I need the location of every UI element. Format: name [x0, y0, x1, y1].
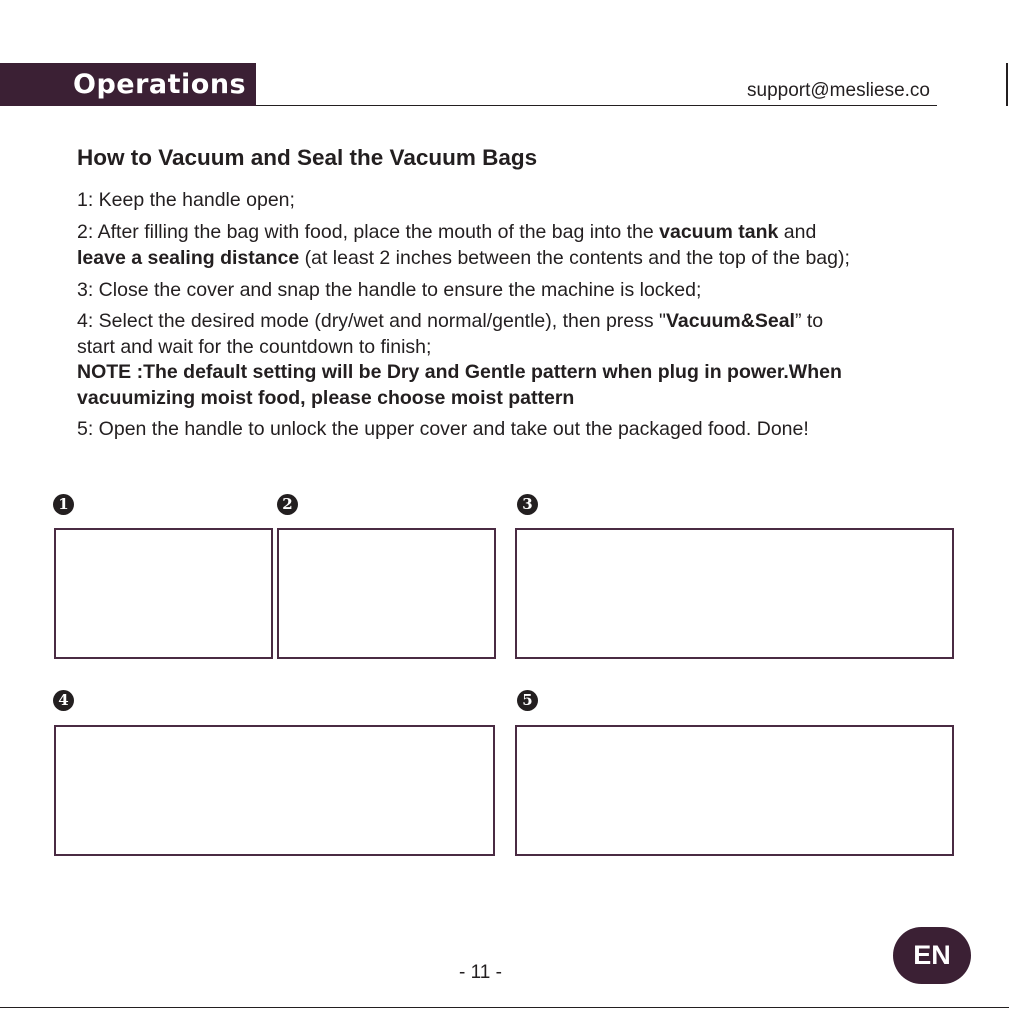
- figure-frame-1: [54, 528, 273, 659]
- note-line-2: vacuumizing moist food, please choose moist pattern: [77, 387, 575, 409]
- page-edge-mark: [1006, 63, 1008, 106]
- figure-frame-4: [54, 725, 495, 856]
- figure-frame-2: [277, 528, 496, 659]
- language-badge: EN: [893, 927, 971, 984]
- figure-number-4: 4: [53, 690, 74, 711]
- page-title: How to Vacuum and Seal the Vacuum Bags: [77, 145, 538, 170]
- figure-frame-3: [515, 528, 954, 659]
- note: [77, 359, 842, 411]
- step-3: 3: Close the cover and snap the handle to ensure the machine is locked;: [77, 279, 702, 301]
- figure-number-1: 1: [53, 494, 74, 515]
- step-4-text-2: ” to: [794, 310, 824, 332]
- figure-number-2: 2: [277, 494, 298, 515]
- step-2: [77, 219, 850, 271]
- step-2-text-3: (at least 2 inches between the contents and the top of the bag);: [299, 247, 850, 269]
- step-1: 1: Keep the handle open;: [77, 189, 295, 211]
- support-email: support@mesliese.co: [747, 80, 930, 101]
- step-4-bold-vacuum-seal: Vacuum&Seal: [665, 310, 795, 332]
- figure-number-5: 5: [517, 690, 538, 711]
- step-4: [77, 308, 823, 360]
- step-2-bold-sealing-distance: leave a sealing distance: [77, 247, 300, 269]
- page-number: - 11 -: [459, 962, 502, 983]
- figure-number-3: 3: [517, 494, 538, 515]
- step-5: 5: Open the handle to unlock the upper cover and take out the packaged food. Done!: [77, 418, 809, 440]
- header-rule: [256, 105, 937, 106]
- step-2-text-2: and: [778, 221, 817, 243]
- note-line-1: NOTE :The default setting will be Dry and Gentle pattern when plug in power.When: [77, 361, 842, 383]
- step-2-bold-vacuum-tank: vacuum tank: [659, 221, 779, 243]
- step-2-text: 2: After filling the bag with food, place the mouth of the bag into the: [77, 221, 660, 243]
- footer-rule: [0, 1007, 1009, 1008]
- step-4-text: 4: Select the desired mode (dry/wet and normal/gentle), then press ": [77, 310, 666, 332]
- section-header: Operations: [0, 63, 256, 106]
- figure-frame-5: [515, 725, 954, 856]
- step-4-text-3: start and wait for the countdown to finish;: [77, 336, 432, 358]
